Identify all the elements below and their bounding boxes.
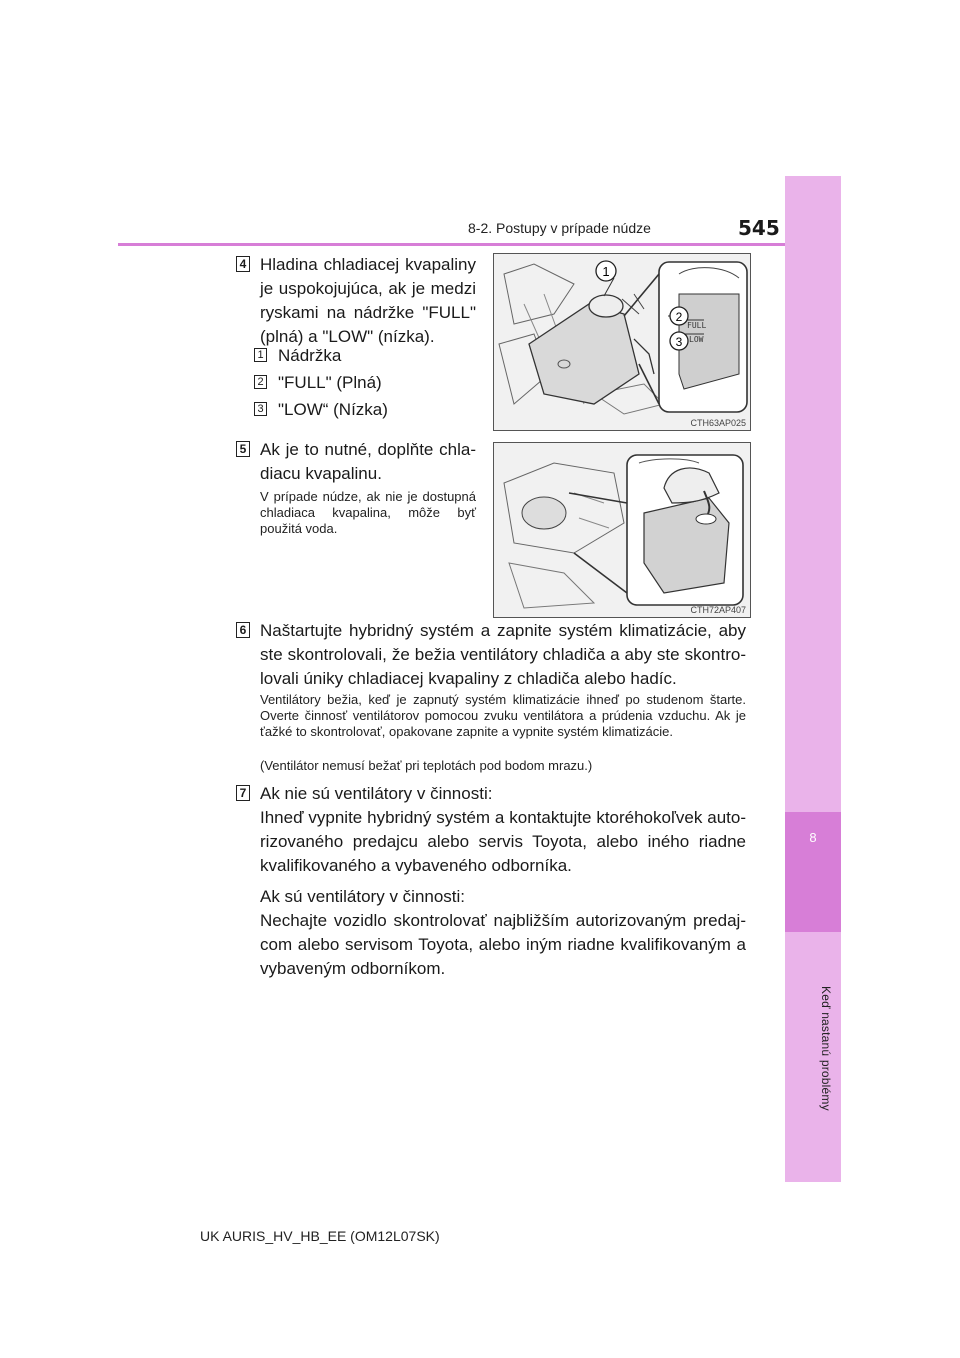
figure-code-2: CTH72AP407 [690,605,746,615]
callout-label-2: "FULL" (Plná) [278,373,382,392]
step-7-condition-off: Ak nie sú ventilátory v činnosti: [260,784,493,803]
chapter-number: 8 [785,812,841,932]
callout-badge-3: 3 [254,402,267,416]
page-number: 545 [738,216,780,240]
low-mark-label: LOW [689,335,704,344]
figure-code-1: CTH63AP025 [690,418,746,428]
refill-drawing [494,443,750,617]
step-number-4: 4 [236,256,250,272]
coolant-reservoir-illustration [493,253,751,431]
engine-bay-drawing [494,254,750,430]
step-5-note: V prípade núdze, ak nie je dostupná chladiaca kvapalina, môže byť použitá voda. [260,489,476,536]
section-title: 8-2. Postupy v prípade núdze [468,220,651,236]
coolant-refill-illustration [493,442,751,618]
step-number-6: 6 [236,622,250,638]
step-7-action-on: Nechajte vozidlo skontrolovať najbližším autorizovaným predajcom alebo servisom Toyota, alebo iným riadne kvalifikovaným a vybaveným odborníkom. [260,911,746,978]
step-7-action-off: Ihneď vypnite hybridný systém a kontaktujte ktoréhokoľvek autorizovaného predajcu alebo servis Toyota, alebo iného riadne kvalifikovaného a vybaveného odborníka. [260,808,746,875]
full-mark-label: FULL [687,321,707,330]
step-number-5: 5 [236,441,250,457]
callout-label-3: "LOW“ (Nízka) [278,400,388,419]
step-6-note: Ventilátory bežia, keď je zapnutý systém klimatizácie ihneď po studenom štarte. Overte činnosť ventilátorov pomocou zvuku ventilátora a prúdenia vzduchu. Ak je ťažké to skontrolovať, opakovane zapnite a vypnite systém klimatizácie. [260,692,746,739]
figure-callout-3: 3 [675,335,683,349]
step-5-text: Ak je to nutné, doplňte chladiacu kvapalinu. [260,440,476,483]
step-6-note-frost: (Ventilátor nemusí bežať pri teplotách pod bodom mrazu.) [260,758,593,773]
figure-callout-2: 2 [675,310,683,324]
callout-badge-1: 1 [254,348,267,362]
figure-callout-1: 1 [602,264,610,279]
step-number-7: 7 [236,785,250,801]
step-7-condition-on: Ak sú ventilátory v činnosti: [260,887,466,906]
step-4-text: Hladina chladiacej kvapaliny je uspokojujúca, ak je medzi ryskami na nádržke "FULL" (plná) a "LOW" (nízka). [260,255,476,346]
chapter-side-tab [785,176,841,1182]
step-6-text: Naštartujte hybridný systém a zapnite systém klimatizácie, aby ste skontrolovali, že bežia ventilátory chladiča a aby ste skontrolovali úniky chladiacej kvapaliny z chladiča alebo hadíc. [260,621,746,688]
chapter-title: Keď nastanú problémy [819,985,833,1111]
header-divider [118,243,785,246]
document-code: UK AURIS_HV_HB_EE (OM12L07SK) [200,1228,440,1244]
callout-label-1: Nádržka [278,346,342,365]
callout-badge-2: 2 [254,375,267,389]
